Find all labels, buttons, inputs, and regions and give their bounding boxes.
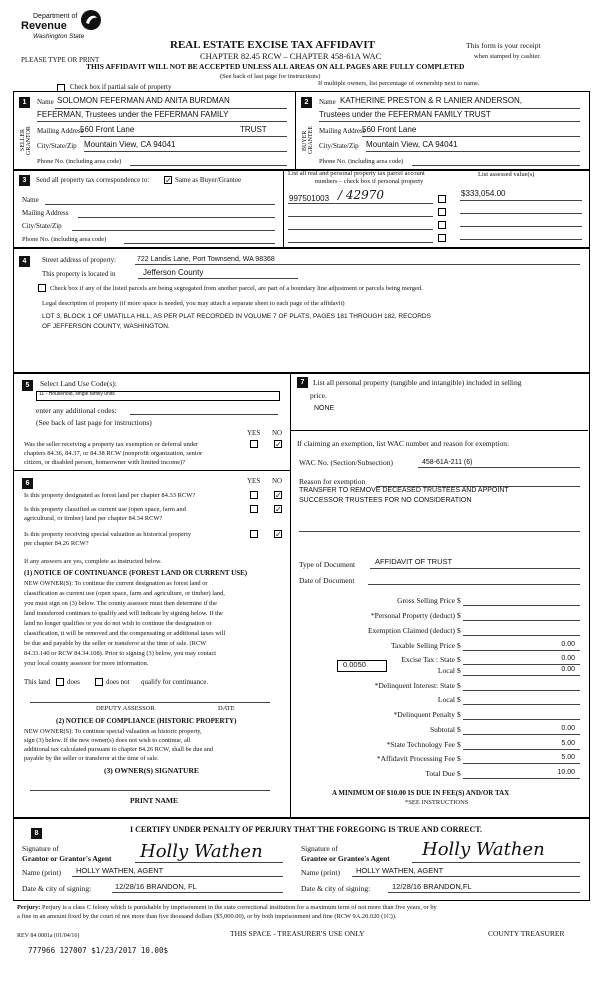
calc-row-line [463,635,580,636]
print-name-label: PRINT NAME [130,796,178,805]
notice2-line: payable by the seller or transferor at the time of sale. [24,755,159,762]
calc-row-line [463,650,580,651]
calc-row-value[interactable]: 5.00 [561,754,575,761]
calc-row-label: Exemption Claimed (deduct) [367,626,455,635]
land-use-label: Select Land Use Code(s): [40,379,117,388]
seller-phone-label: Phone No. (including area code) [37,158,122,165]
segregated-checkbox[interactable] [38,284,46,292]
seller-name-label: Name [37,98,54,106]
land-use-value[interactable]: 11 - Household, single family units [39,391,115,397]
reason-line2[interactable]: SUCCESSOR TRUSTEES FOR NO CONSIDERATION [299,497,472,504]
calc-row-line [463,605,580,606]
calc-row-label: *State Technology Fee [386,740,455,749]
reason-label: Reason for exemption [299,477,366,486]
date-label: DATE [218,705,235,712]
calc-row-label: Local [437,695,455,704]
receipt-line2: when stamped by cashier. [474,53,541,60]
parcel-handwritten: / 42970 [338,188,385,202]
s6-q2: Is this property classified as current use (open space, farm and [24,506,186,513]
calc-row-dollar: $ [457,681,461,690]
type-of-document-label: Type of Document [299,560,356,569]
grantor-name-print-label: Name (print) [22,868,61,877]
page-title: REAL ESTATE EXCISE TAX AFFIDAVIT [170,39,375,51]
receipt-line1: This form is your receipt [466,41,541,50]
see-instructions-note: *SEE INSTRUCTIONS [405,799,469,806]
legal-description-line2[interactable]: OF JEFFERSON COUNTY, WASHINGTON. [42,323,170,330]
calc-row-dollar: $ [457,655,461,664]
parcel-list-header2: numbers – check box if personal property [315,178,424,185]
does-label: does [67,678,80,686]
notice1-line: land no longer qualifies or you do not wish to continue the designation or [24,620,212,627]
grantee-sig-label1: Signature of [301,844,338,853]
s6-q1-yes-checkbox[interactable] [250,491,258,499]
grantee-agent-label: Grantee or Grantee's Agent [301,854,390,863]
dor-logo-icon [80,9,102,31]
calc-row-value[interactable]: 0.00 [561,655,575,662]
calc-row-value[interactable]: 0.00 [561,725,575,732]
grantee-signature: Holly Wathen [422,839,545,860]
send-correspondence-label: Send all property tax correspondence to: [36,176,150,184]
type-of-document-value[interactable]: AFFIDAVIT OF TRUST [375,557,453,566]
calc-row-line [463,719,580,720]
reason-line1[interactable]: TRANSFER TO REMOVE DECEASED TRUSTEES AND APPOINT [299,487,509,494]
grantor-sig-label1: Signature of [22,844,59,853]
s3-mailing-label: Mailing Address [22,209,69,217]
exemption-label: If claiming an exemption, list WAC number and reason for exemption: [297,439,510,448]
same-as-buyer-label: Same as Buyer/Grantee [175,176,242,184]
section-5-number: 5 [22,380,33,391]
calc-row-line [463,620,580,621]
price-label: price. [310,391,327,400]
dept-line1: Department of [33,13,78,20]
personal-property-label: List all personal property (tangible and intangible) included in selling [313,378,522,387]
dept-line3: Washington State [33,33,85,40]
section-4-number: 4 [19,256,30,267]
calc-row-label: Taxable Selling Price [390,641,455,650]
calc-row-dollar: $ [457,725,461,734]
calc-row-label: Gross Selling Price [397,596,455,605]
seller-trust: TRUST [240,125,267,134]
s6-no: NO [272,477,283,485]
buyer-name-value[interactable]: KATHERINE PRESTON & R LANIER ANDERSON, [340,96,522,105]
calc-row-value[interactable]: 0.00 [561,641,575,648]
calc-row-label: *Delinquent Penalty [393,710,455,719]
notice1-line: classification, it will be removed and the compensating or additional taxes will [24,630,226,637]
calc-row-label: Excise Tax : State [401,655,455,664]
perjury-text2: a fine in an amount fixed by the court of not more than five thousand dollars ($5,000.00), or by both imprisonment and fine (RCW 9A.20.020 (1C)). [17,913,397,920]
notice1-line: your local county assessor for more information. [24,660,149,667]
personal-property-checkbox-2[interactable] [438,208,446,216]
does-checkbox[interactable] [56,678,64,686]
deputy-assessor-label: DEPUTY ASSESSOR [96,705,155,712]
does-not-label: does not [106,678,130,686]
s5-no: NO [272,429,283,437]
parcel-list-header1: List all real and personal property tax parcel account [288,170,425,177]
dept-line2: Revenue [21,20,67,32]
s5-yes-checkbox[interactable] [250,440,258,448]
grantor-date-city-label: Date & city of signing: [22,884,92,893]
calc-row-value[interactable]: 0.00 [561,666,575,673]
seller-mailing-label: Mailing Address [37,127,84,135]
calc-row-dollar: $ [457,695,461,704]
buyer-city-label: City/State/Zip [319,142,359,150]
legal-description-label: Legal description of property (if more space is needed, you may attach a separate sheet to each page of the affidavit) [42,300,345,307]
section-6-number: 6 [22,478,33,489]
s6-q3: Is this property receiving special valuation as historical property [24,531,192,538]
notice1-line: NEW OWNER(S): To continue the current designation as forest land or [24,580,208,587]
s6-q1-no-checkbox[interactable]: ✓ [275,491,282,500]
please-type: PLEASE TYPE OR PRINT [21,56,100,64]
s3-phone-label: Phone No. (including area code) [22,236,107,243]
s5-question-line2: chapters 84.36, 84.37, or 84.38 RCW (nonprofit organization, senior [24,450,203,457]
assessed-header: List assessed value(s) [478,171,535,178]
s5-no-checkbox[interactable]: ✓ [275,440,282,449]
street-address-label: Street address of property: [42,256,117,264]
calc-row-line [463,664,580,665]
calc-row-dollar: $ [457,740,461,749]
personal-property-checkbox-4[interactable] [438,234,446,242]
calc-row-label: *Personal Property (deduct) [370,611,455,620]
seller-mailing-value[interactable]: 560 Front Lane [80,125,135,134]
local-rate-value[interactable]: 0.0050 [343,660,366,669]
calc-row-label: *Delinquent Interest: State [374,681,455,690]
s3-name-label: Name [22,196,39,204]
grantor-date-city-value[interactable]: 12/28/16 BRANDON, FL [115,882,197,891]
calc-row-label: Total Due [425,769,455,778]
calc-row-line [463,763,580,764]
section-4-box [13,247,590,374]
multiple-owners-note: If multiple owners, list percentage of ownership next to name. [318,80,480,87]
wac-value[interactable]: 458-61A-211 (6) [422,459,473,466]
notice1-title: (1) NOTICE OF CONTINUANCE (FOREST LAND OR CURRENT USE) [24,569,248,577]
s6-q1: Is this property designated as forest land per chapter 84.33 RCW? [24,492,196,499]
buyer-name-label: Name [319,98,336,106]
parcel-number[interactable]: 997501003 [289,194,330,203]
grantor-name-value[interactable]: HOLLY WATHEN, AGENT [76,866,164,875]
s6-q3-yes-checkbox[interactable] [250,530,258,538]
seller-name-value[interactable]: SOLOMON FEFERMAN AND ANITA BURDMAN [57,96,230,105]
date-of-document-label: Date of Document [299,576,355,585]
calc-row-dollar: $ [457,641,461,650]
perjury-statement [17,904,437,911]
seller-city-value[interactable]: Mountain View, CA 94041 [84,140,176,149]
notice2-line: additional tax calculated pursuant to chapter 84.26 RCW, shall be due and [24,746,214,753]
legal-description-line1[interactable]: LOT 3, BLOCK 1 OF UMATILLA HILL, AS PER PLAT RECORDED IN VOLUME 7 OF PLATS, PAGES 181 THROUGH 182, RECORDS [42,313,431,320]
located-in-label: This property is located in [42,270,116,278]
warning-line: THIS AFFIDAVIT WILL NOT BE ACCEPTED UNLESS ALL AREAS ON ALL PAGES ARE FULLY COMPLETED [86,62,465,71]
buyer-side-label: BUYER GRANTEE [302,126,314,155]
treasurer-space: THIS SPACE - TREASURER'S USE ONLY [230,929,365,938]
seller-side-label: SELLER GRANTOR [20,126,32,155]
calc-row-label: Subtotal [429,725,455,734]
street-address-value[interactable]: 722 Landis Lane, Port Townsend, WA 98368 [137,256,275,263]
buyer-mailing-label: Mailing Address [319,127,366,135]
grantee-date-city-label: Date & city of signing: [301,884,371,893]
perjury-text: Perjury is a class C felony which is punishable by imprisonment in the state correctional institution for a maximum term of not more than five years, or by [42,904,437,911]
notice3-title: (3) OWNER(S) SIGNATURE [104,766,199,775]
notice1-line: land transferred continues to qualify and will indicate by signing below. If the [24,610,223,617]
calc-row-line [463,734,580,735]
cashier-stamp: 777966 127007 $1/23/2017 10.00$ [28,946,168,955]
s6-if-any: If any answers are yes, complete as instructed below. [24,558,162,565]
calc-row-line [463,690,580,691]
qualify-label: qualify for continuance. [141,678,209,686]
calc-row-line [463,778,580,779]
calc-row-line [463,704,580,705]
buyer-phone-label: Phone No. (including area code) [319,158,404,165]
form-number: REV 84 0001a (01/04/16) [17,933,80,939]
personal-property-checkbox-3[interactable] [438,221,446,229]
calc-row-dollar: $ [457,596,461,605]
calc-row-dollar: $ [457,710,461,719]
calc-row-dollar: $ [457,769,461,778]
grantee-date-city-value[interactable]: 12/28/16 BRANDON,FL [392,882,472,891]
notice2-title: (2) NOTICE OF COMPLIANCE (HISTORIC PROPERTY) [56,717,237,725]
wac-label: WAC No. (Section/Subsection) [299,458,393,467]
located-in-value[interactable]: Jefferson County [143,268,204,277]
buyer-mailing-value[interactable]: 560 Front Lane [362,125,417,134]
buyer-city-value[interactable]: Mountain View, CA 94041 [366,140,458,149]
grantor-signature: Holly Wathen [140,841,263,862]
section-7-number: 7 [297,377,308,388]
chapter-line: CHAPTER 82.45 RCW – CHAPTER 458-61A WAC [200,51,382,61]
partial-sale-label: Check box if partial sale of property [70,83,172,91]
additional-codes-label: enter any additional codes: [36,406,117,415]
segregated-label: Check box if any of the listed parcels are being segregated from another parcel, are part of a boundary line adjustment or parcels being merged. [50,285,423,292]
notice1-line: you must sign on (3) below. The county assessor must then determine if the [24,600,217,607]
seller-name-value2[interactable]: FEFERMAN, Trustees under the FEFERMAN FAMILY [37,110,229,119]
s6-q3b: per chapter 84.26 RCW? [24,540,89,547]
calc-row-line [463,749,580,750]
calc-row-line [463,675,580,676]
calc-row-dollar: $ [457,754,461,763]
grantee-name-value[interactable]: HOLLY WATHEN, AGENT [356,866,444,875]
s6-q2-no-checkbox[interactable]: ✓ [275,505,282,514]
s3-city-label: City/State/Zip [22,222,62,230]
notice1-line: 84.33.140 or RCW 84.34.108). Prior to signing (3) below, you may contact [24,650,217,657]
calc-row-value[interactable]: 5.00 [561,740,575,747]
s5-question-line1: Was the seller receiving a property tax exemption or deferral under [24,441,199,448]
grantee-name-print-label: Name (print) [301,868,340,877]
notice2-line: sign (3) below. If the new owner(s) does not wish to continue, all [24,737,191,744]
s6-yes: YES [247,477,261,485]
section-2-number: 2 [301,97,312,108]
perjury-bold: Perjury: [17,904,41,911]
calc-row-label: *Affidavit Processing Fee [376,754,455,763]
calc-row-dollar: $ [457,666,461,675]
see-back-line: (See back of last page for instructions) [220,73,321,80]
s5-question-line3: citizen, or disabled person, homeowner with limited income)? [24,459,186,466]
s6-q2b: agricultural, or timber) land per chapter 84.34 RCW? [24,515,163,522]
s6-q2-yes-checkbox[interactable] [250,505,258,513]
assessed-value[interactable]: $333,054.00 [461,189,506,198]
s5-see-back: (See back of last page for instructions) [36,418,152,427]
minimum-fee-note: A MINIMUM OF $10.00 IS DUE IN FEE(S) AND/OR TAX [332,789,510,797]
buyer-name-value2[interactable]: Trustees under the FEFERMAN FAMILY TRUST [319,110,491,119]
seller-city-label: City/State/Zip [37,142,77,150]
calc-row-value[interactable]: 10.00 [557,769,575,776]
personal-property-value[interactable]: NONE [314,405,335,412]
notice1-line: classification as current use (open space, farm and agriculture, or timber) land, [24,590,225,597]
calc-row-label: Local [437,666,455,675]
calc-row-dollar: $ [457,611,461,620]
grantor-agent-label: Grantor or Grantor's Agent [22,854,112,863]
notice1-line: be due and payable by the seller or transferor at the time of sale. (RCW [24,640,207,647]
certify-statement: I CERTIFY UNDER PENALTY OF PERJURY THAT THE FOREGOING IS TRUE AND CORRECT. [130,825,483,834]
does-not-checkbox[interactable] [95,678,103,686]
personal-property-checkbox-1[interactable] [438,195,446,203]
county-treasurer: COUNTY TREASURER [488,929,565,938]
s6-q3-no-checkbox[interactable]: ✓ [275,530,282,539]
s5-yes: YES [247,429,261,437]
section-1-number: 1 [19,97,30,108]
section-8-number: 8 [31,828,42,839]
same-as-buyer-checkbox[interactable]: ✓ [165,176,172,185]
calc-row-dollar: $ [457,626,461,635]
this-land-label: This land [24,678,51,686]
section-3-number: 3 [19,175,30,186]
notice2-line: NEW OWNER(S): To continue special valuation as historic property, [24,728,202,735]
